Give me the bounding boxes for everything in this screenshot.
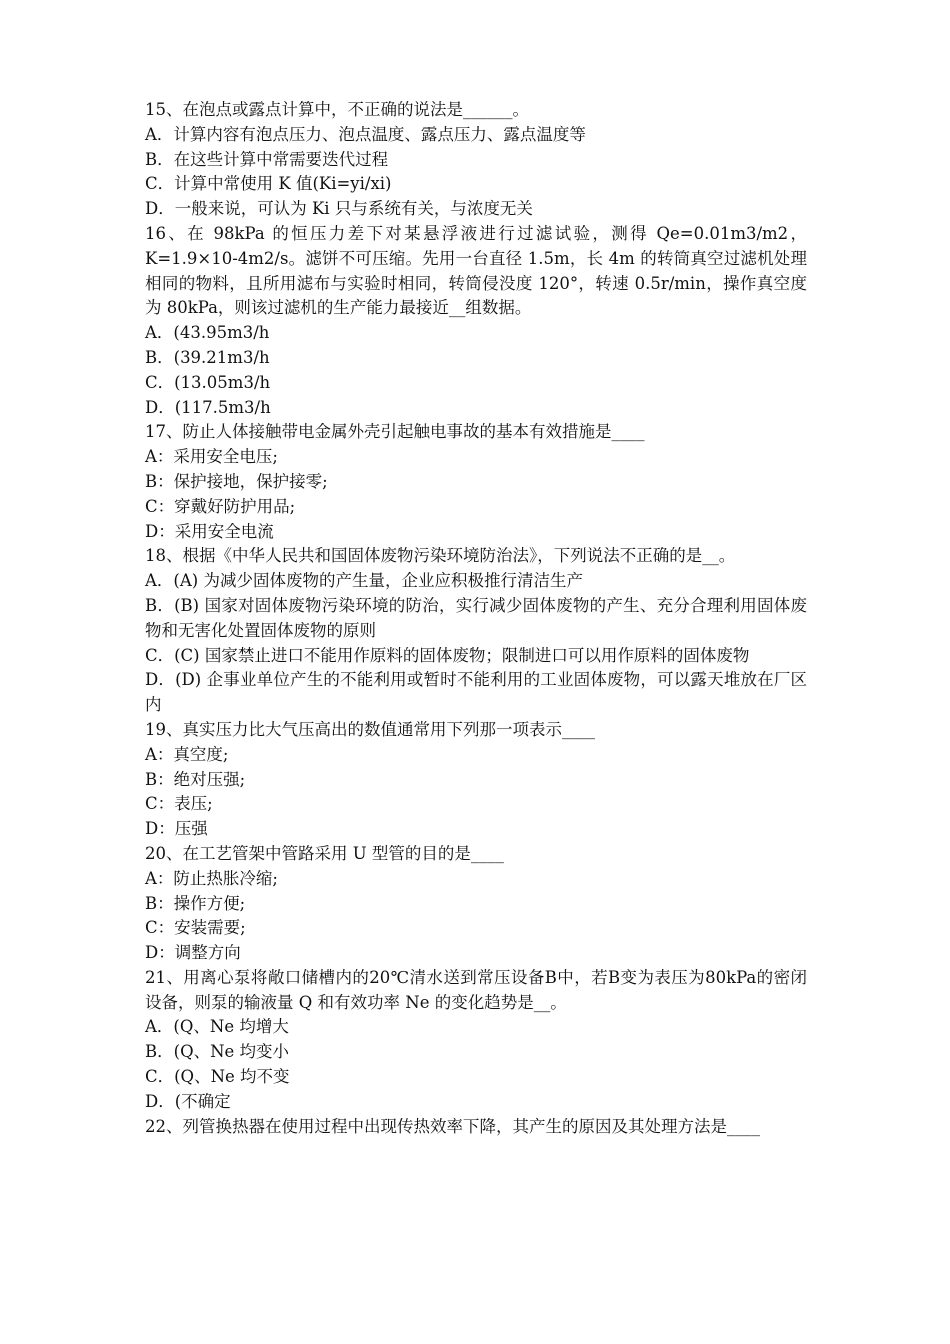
question-16 — [145, 222, 807, 420]
question-17 — [145, 420, 807, 544]
question-stem: 15、在泡点或露点计算中，不正确的说法是______。 — [145, 100, 529, 119]
option-c: C．(C) 国家禁止进口不能用作原料的固体废物；限制进口可以用作原料的固体废物 — [145, 645, 750, 665]
question-stem: 16、在 98kPa 的恒压力差下对某悬浮液进行过滤试验，测得 Qe=0.01m3/m2，K=1.9×10-4m2/s。滤饼不可压缩。先用一台直径 1.5m，长 4m 的转筒真空过滤机处理相同的物料，且所用滤布与实验时相同，转筒侵没度 120°，转速 0.5r/min，操作真空度为 80kPa，则该过滤机的生产能力最接近__组数据。 — [145, 223, 807, 318]
option-d: D：压强 — [145, 819, 208, 839]
option-b: B：保护接地，保护接零; — [145, 471, 328, 491]
question-22 — [145, 1115, 807, 1140]
option-d: D．一般来说，可认为 Ki 只与系统有关，与浓度无关 — [145, 199, 533, 219]
question-20 — [145, 842, 807, 966]
document-page — [145, 98, 807, 1139]
option-b: B．(Q、Ne 均变小 — [145, 1042, 290, 1062]
option-b: B：绝对压强; — [145, 769, 246, 789]
option-a: A：防止热胀冷缩; — [145, 868, 278, 888]
option-a: A：真空度; — [145, 744, 229, 764]
option-d: D：调整方向 — [145, 943, 241, 963]
question-stem: 20、在工艺管架中管路采用 U 型管的目的是____ — [145, 843, 504, 863]
option-c: C：安装需要; — [145, 918, 246, 938]
option-b: B．在这些计算中常需要迭代过程 — [145, 149, 389, 169]
option-a: A．(Q、Ne 均增大 — [145, 1017, 289, 1037]
option-d: D．(不确定 — [145, 1091, 231, 1111]
option-a: A．(43.95m3/h — [145, 323, 270, 343]
option-b: B：操作方便; — [145, 893, 246, 913]
option-d: D：采用安全电流 — [145, 521, 274, 541]
option-c: C．计算中常使用 K 值(Ki=yi/xi) — [145, 174, 392, 194]
question-stem: 22、列管换热器在使用过程中出现传热效率下降，其产生的原因及其处理方法是____ — [145, 1116, 760, 1136]
option-a: A．(A) 为减少固体废物的产生量，企业应积极推行清洁生产 — [145, 571, 583, 591]
question-stem: 17、防止人体接触带电金属外壳引起触电事故的基本有效措施是____ — [145, 422, 645, 442]
option-a: A．计算内容有泡点压力、泡点温度、露点压力、露点温度等 — [145, 124, 586, 144]
option-b: B．(B) 国家对固体废物污染环境的防治，实行减少固体废物的产生、充分合理利用固体废物和无害化处置固体废物的原则 — [145, 595, 807, 640]
question-stem: 18、根据《中华人民共和国固体废物污染环境防治法》，下列说法不正确的是__。 — [145, 546, 736, 566]
question-stem: 19、真实压力比大气压高出的数值通常用下列那一项表示____ — [145, 719, 595, 739]
option-d: D．(D) 企事业单位产生的不能利用或暂时不能利用的工业固体废物，可以露天堆放在厂区内 — [145, 670, 807, 715]
question-18 — [145, 544, 807, 718]
option-b: B．(39.21m3/h — [145, 347, 270, 367]
option-c: C：表压; — [145, 794, 213, 814]
option-d: D．(117.5m3/h — [145, 397, 271, 417]
option-c: C．(Q、Ne 均不变 — [145, 1067, 290, 1087]
option-c: C．(13.05m3/h — [145, 372, 271, 392]
question-19 — [145, 718, 807, 842]
question-15 — [145, 98, 807, 222]
option-c: C：穿戴好防护用品; — [145, 496, 296, 516]
question-21 — [145, 966, 807, 1115]
question-stem: 21、用离心泵将敞口储槽内的20℃清水送到常压设备B中，若B变为表压为80kPa的密闭设备，则泵的输液量 Q 和有效功率 Ne 的变化趋势是__。 — [145, 967, 807, 1012]
option-a: A：采用安全电压; — [145, 447, 278, 467]
